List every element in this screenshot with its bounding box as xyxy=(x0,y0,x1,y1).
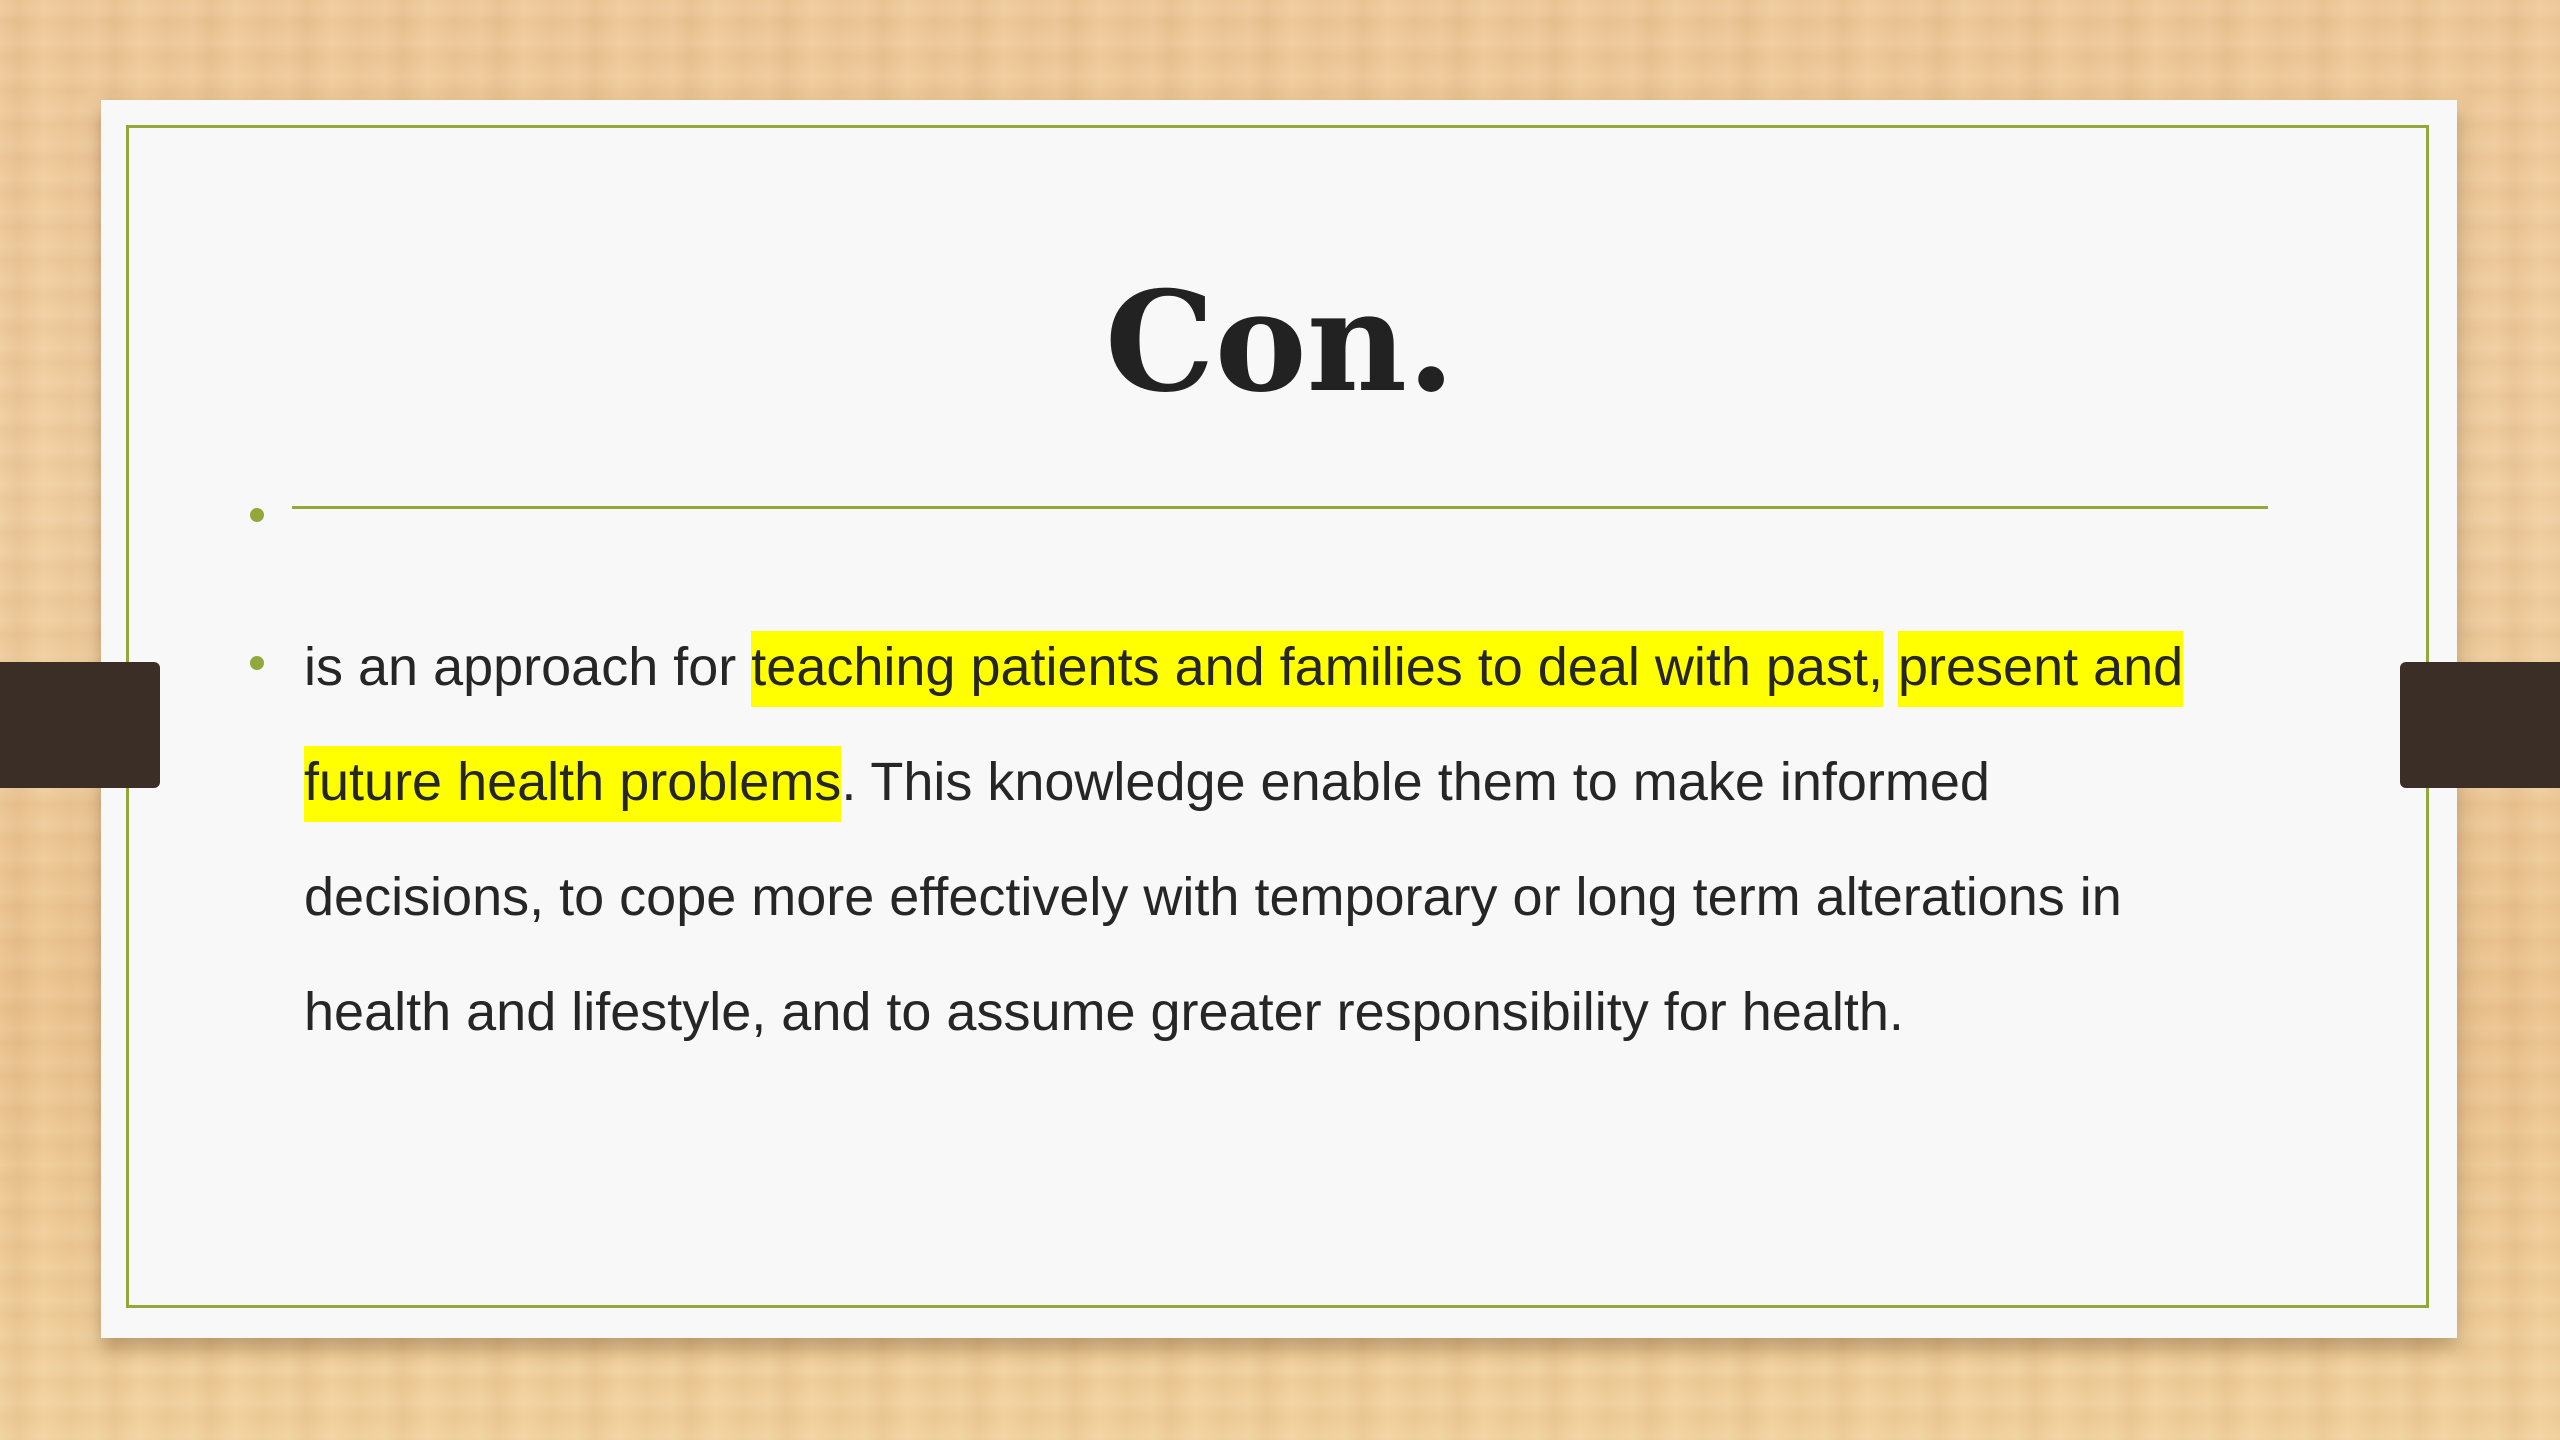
right-side-band xyxy=(2400,662,2560,788)
slide-title: Con. xyxy=(1104,260,1456,423)
bullet-text-rest: . This knowledge enable them to make informed decisions, to cope more effectively with temporary or long term alterations in health and lifestyle, and to assume greater responsibility for health. xyxy=(304,752,2122,1042)
empty-bullet-icon xyxy=(250,508,264,522)
bullet-text-intro: is an approach for xyxy=(304,637,752,697)
highlighted-text-2: present and future health problems xyxy=(304,631,2183,822)
bullet-icon xyxy=(250,656,264,670)
left-side-band xyxy=(0,662,160,788)
highlighted-text-1: teaching patients and families to deal with past, xyxy=(751,631,1883,707)
bullet-paragraph xyxy=(304,610,2204,1070)
title-divider xyxy=(292,506,2268,509)
